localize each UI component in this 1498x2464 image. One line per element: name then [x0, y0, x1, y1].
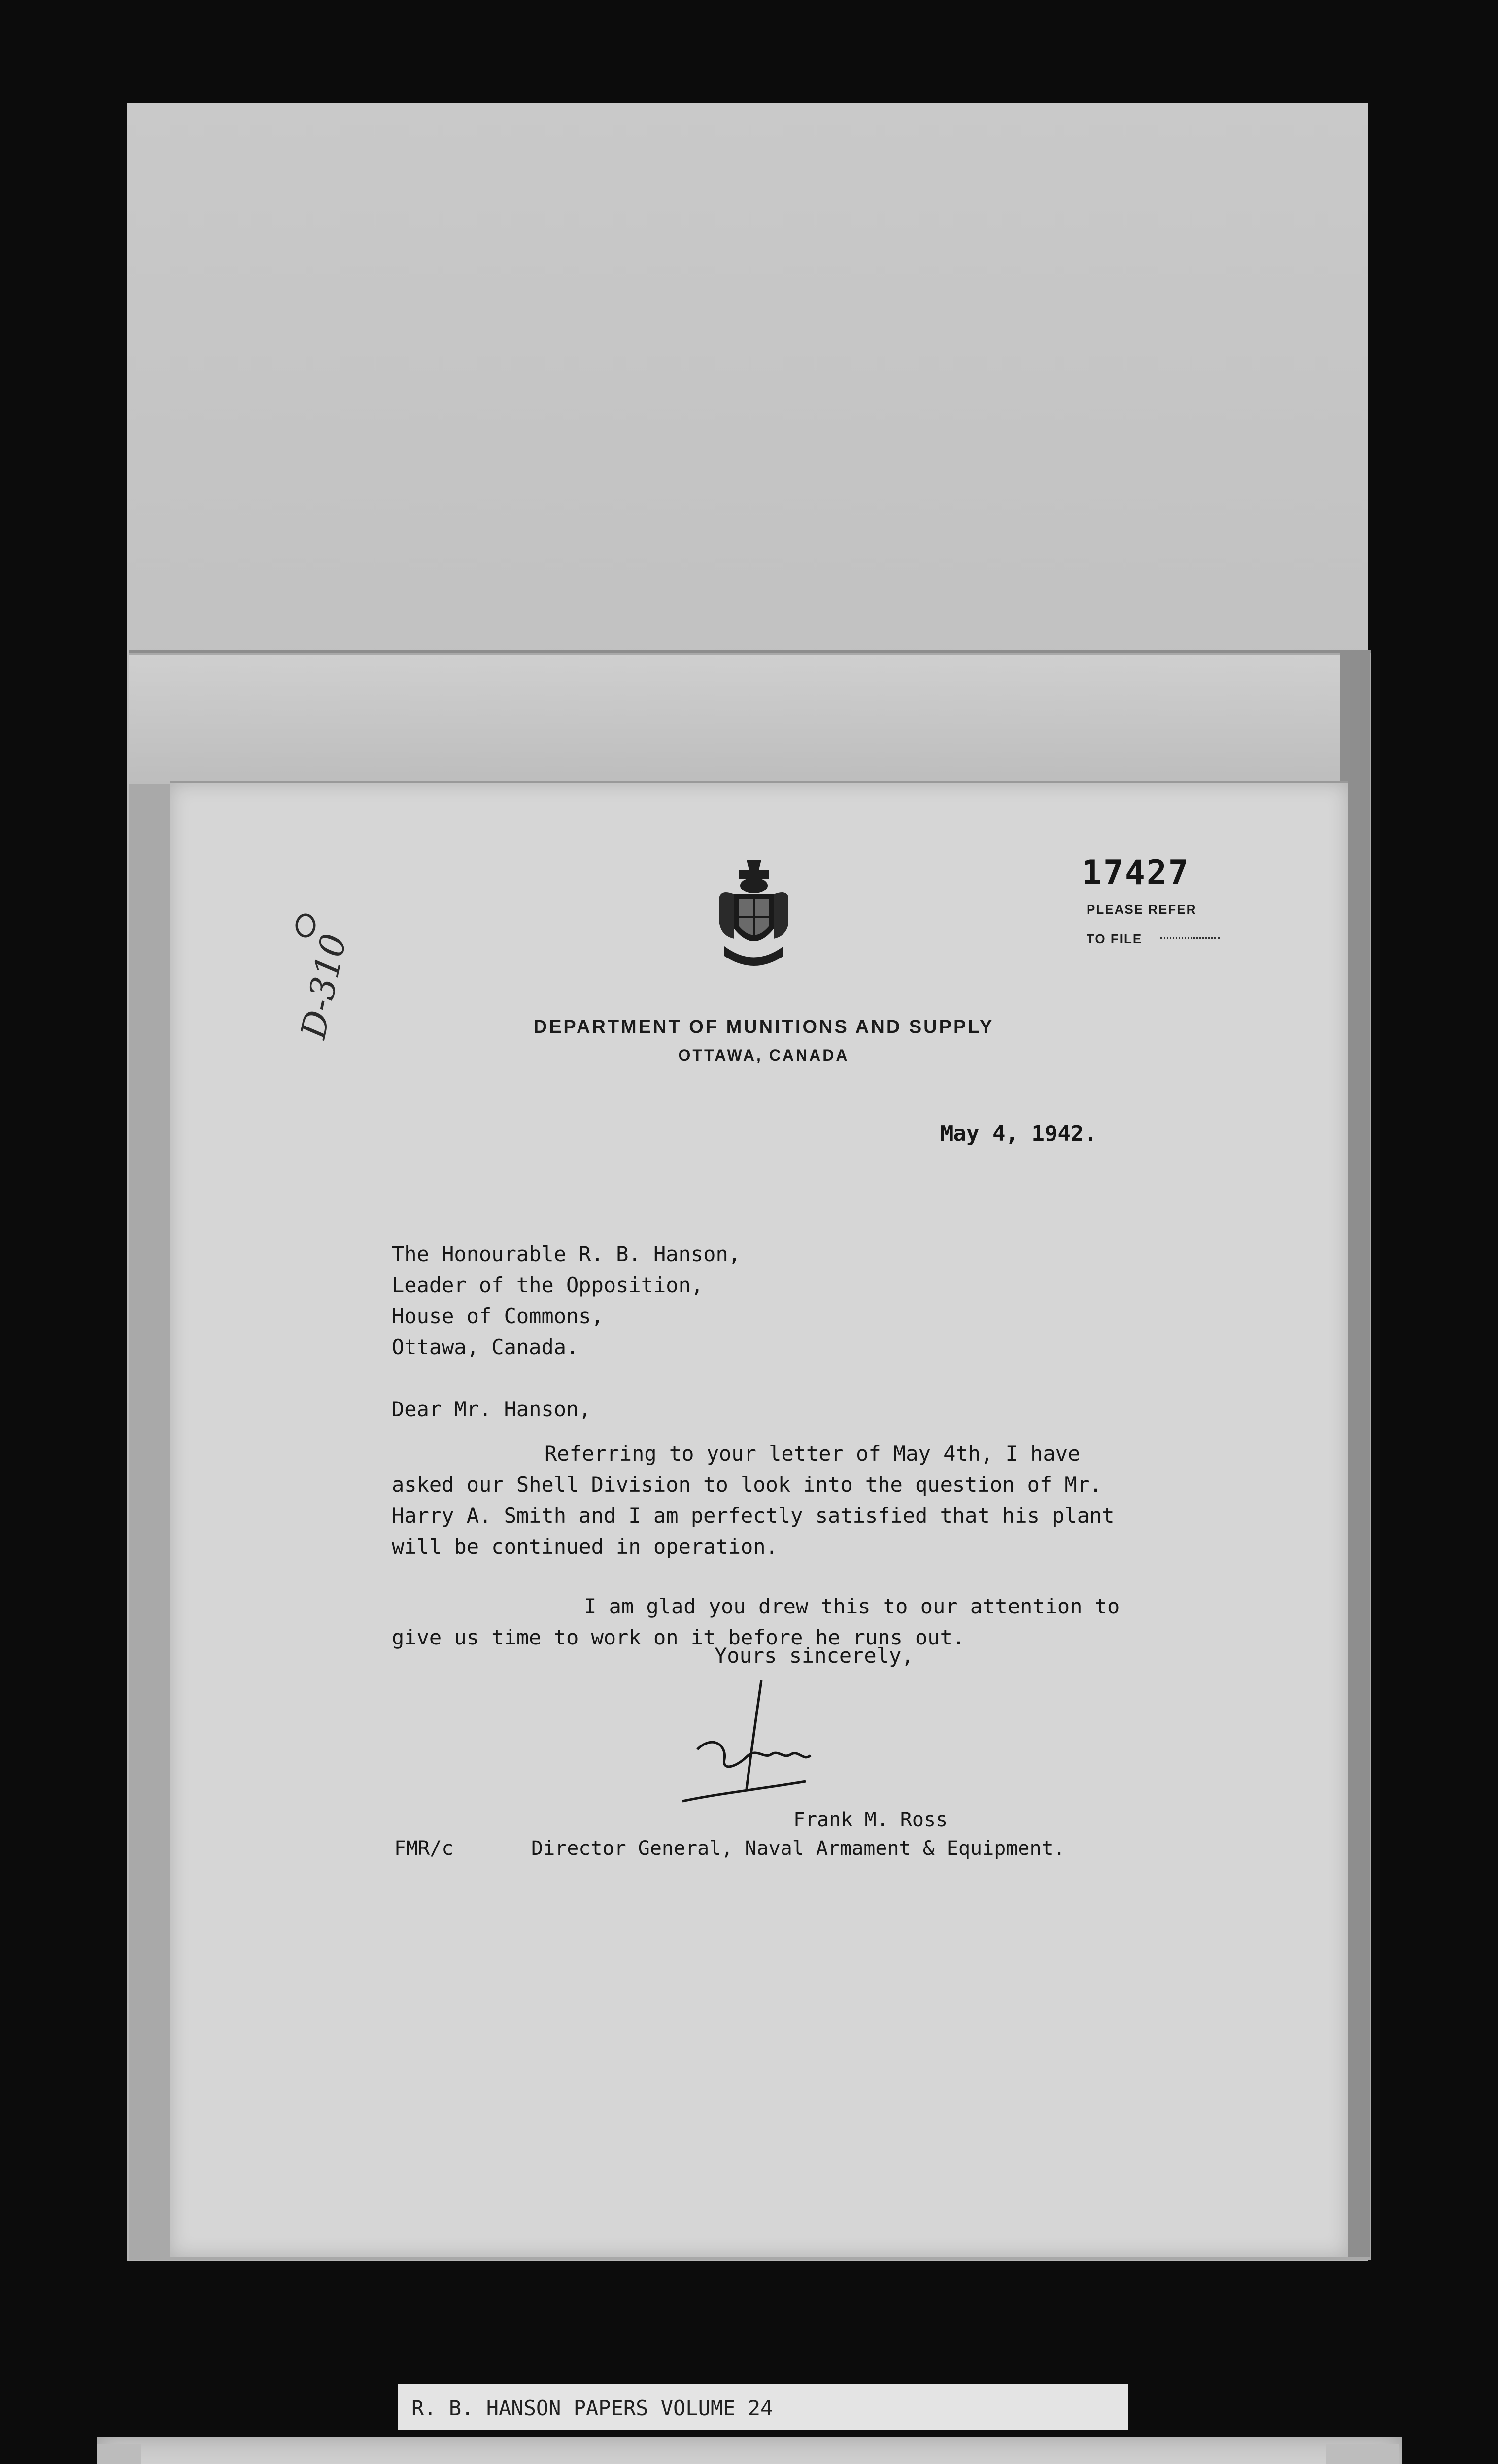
closing: Yours sincerely, — [715, 1643, 914, 1668]
address-line: The Honourable R. B. Hanson, — [392, 1242, 741, 1266]
file-number: 17427 — [1082, 854, 1190, 892]
department-city: OTTAWA, CANADA — [678, 1046, 850, 1064]
address-line: Leader of the Opposition, — [392, 1273, 704, 1297]
letter-date: May 4, 1942. — [940, 1121, 1097, 1146]
signer-title: Director General, Naval Armament & Equipment. — [531, 1837, 1065, 1860]
margin-note-text: D-310 — [293, 930, 355, 1042]
address-line: House of Commons, — [392, 1304, 604, 1328]
body-line: Harry A. Smith and I am perfectly satisfied that his plant — [392, 1504, 1115, 1528]
body-line: asked our Shell Division to look into the question of Mr. — [392, 1472, 1102, 1497]
body-line: give us time to work on it before he runs out. — [392, 1625, 965, 1649]
coat-of-arms-icon — [712, 855, 796, 978]
archives-card-right-edge — [1326, 2444, 1399, 2464]
body-line: will be continued in operation. — [392, 1535, 778, 1559]
please-refer-label: PLEASE REFER — [1087, 902, 1197, 917]
to-file-label: TO FILE — [1087, 931, 1143, 946]
archives-card-left-edge — [97, 2444, 141, 2464]
volume-label-text: R. B. HANSON PAPERS VOLUME 24 — [411, 2396, 773, 2420]
body-line: Referring to your letter of May 4th, I have — [545, 1441, 1081, 1466]
archives-card — [97, 2437, 1402, 2464]
typist-initials: FMR/c — [394, 1837, 454, 1860]
department-name: DEPARTMENT OF MUNITIONS AND SUPPLY — [533, 1017, 994, 1037]
signature-icon — [678, 1676, 840, 1814]
signer-name: Frank M. Ross — [793, 1809, 948, 1831]
to-file-blank — [1160, 937, 1220, 939]
folder-sheet-strip — [129, 655, 1361, 784]
body-line: I am glad you drew this to our attention to — [584, 1594, 1120, 1618]
address-line: Ottawa, Canada. — [392, 1335, 579, 1359]
handwritten-margin-note — [276, 897, 379, 1060]
salutation: Dear Mr. Hanson, — [392, 1397, 591, 1421]
